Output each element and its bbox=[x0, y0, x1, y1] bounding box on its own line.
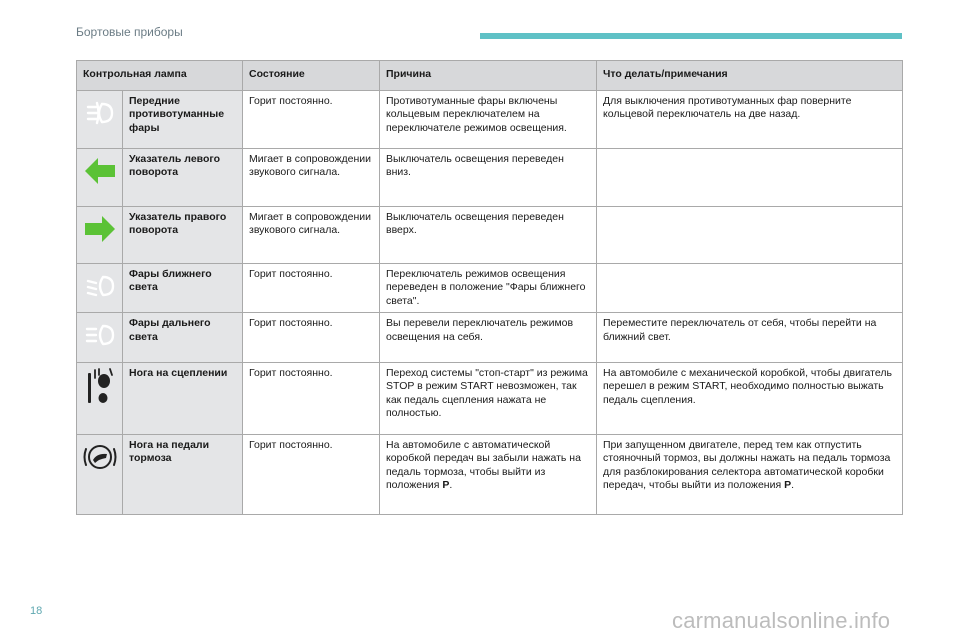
lamp-name: Фары дальнего света bbox=[123, 313, 243, 362]
lamp-state: Горит постоянно. bbox=[243, 434, 380, 514]
section-title: Бортовые приборы bbox=[76, 25, 183, 39]
cause-text: На автомобиле с автоматической коробкой передач вы забыли нажать на педаль тормоза, чтобы выйти из положения bbox=[386, 438, 581, 492]
foot-on-brake-icon bbox=[82, 439, 118, 475]
lamp-state: Мигает в сопровождении звукового сигнала. bbox=[243, 149, 380, 207]
foot-on-clutch-icon bbox=[82, 367, 118, 407]
lamp-icon-cell bbox=[77, 149, 123, 207]
lamp-icon-cell bbox=[77, 91, 123, 149]
column-header-lamp: Контрольная лампа bbox=[77, 61, 243, 91]
lamp-cause: Переключатель режимов освещения переведен в положение "Фары ближнего света". bbox=[380, 264, 597, 313]
low-beam-icon bbox=[82, 268, 118, 304]
table-row bbox=[77, 264, 903, 313]
table-row bbox=[77, 362, 903, 434]
page-number: 18 bbox=[30, 605, 43, 617]
warning-lamps-table bbox=[76, 60, 903, 515]
lamp-icon-cell bbox=[77, 362, 123, 434]
rear-fog-lamp-icon bbox=[82, 95, 118, 131]
cause-text-end: . bbox=[449, 479, 453, 492]
table-row bbox=[77, 313, 903, 362]
lamp-cause: Выключатель освещения переведен вверх. bbox=[380, 207, 597, 264]
table-row bbox=[77, 207, 903, 264]
table-row bbox=[77, 434, 903, 514]
left-turn-arrow-icon bbox=[82, 153, 118, 189]
lamp-name: Нога на сцеплении bbox=[123, 362, 243, 434]
lamp-name: Фары ближнего света bbox=[123, 264, 243, 313]
right-turn-arrow-icon bbox=[82, 211, 118, 247]
header-accent-bar bbox=[480, 33, 902, 39]
gear-position-p: P bbox=[442, 479, 450, 492]
lamp-name: Указатель левого поворота bbox=[123, 149, 243, 207]
lamp-action bbox=[597, 434, 903, 514]
lamp-cause: Вы перевели переключатель режимов освещения на себя. bbox=[380, 313, 597, 362]
lamp-state: Мигает в сопровождении звукового сигнала. bbox=[243, 207, 380, 264]
table-row bbox=[77, 91, 903, 149]
table-row bbox=[77, 149, 903, 207]
lamp-action: Для выключения противотуманных фар поверните кольцевой переключатель на две назад. bbox=[597, 91, 903, 149]
lamp-state: Горит постоянно. bbox=[243, 264, 380, 313]
table-header-row bbox=[77, 61, 903, 91]
column-header-state: Состояние bbox=[243, 61, 380, 91]
lamp-cause: Выключатель освещения переведен вниз. bbox=[380, 149, 597, 207]
lamp-action: Переместите переключатель от себя, чтобы перейти на ближний свет. bbox=[597, 313, 903, 362]
lamp-action bbox=[597, 264, 903, 313]
lamp-action bbox=[597, 207, 903, 264]
lamp-state: Горит постоянно. bbox=[243, 313, 380, 362]
lamp-icon-cell bbox=[77, 264, 123, 313]
high-beam-icon bbox=[82, 317, 118, 353]
lamp-state: Горит постоянно. bbox=[243, 91, 380, 149]
lamp-cause bbox=[380, 434, 597, 514]
lamp-icon-cell bbox=[77, 434, 123, 514]
column-header-cause: Причина bbox=[380, 61, 597, 91]
lamp-action: На автомобиле с механической коробкой, чтобы двигатель перешел в режим START, необходимо полностью выжать педаль сцепления. bbox=[597, 362, 903, 434]
lamp-action bbox=[597, 149, 903, 207]
lamp-name: Указатель правого поворота bbox=[123, 207, 243, 264]
lamp-name: Передние противотуманные фары bbox=[123, 91, 243, 149]
lamp-state: Горит постоянно. bbox=[243, 362, 380, 434]
gear-position-p: P bbox=[784, 479, 792, 492]
column-header-action: Что делать/примечания bbox=[597, 61, 903, 91]
lamp-icon-cell bbox=[77, 313, 123, 362]
action-text-end: . bbox=[791, 479, 795, 492]
watermark: carmanualsonline.info bbox=[672, 608, 891, 633]
lamp-icon-cell bbox=[77, 207, 123, 264]
lamp-cause: Переход системы "стоп-старт" из режима STOP в режим START невозможен, так как педаль сцепления нажата не полностью. bbox=[380, 362, 597, 434]
lamp-name: Нога на педали тормоза bbox=[123, 434, 243, 514]
lamp-cause: Противотуманные фары включены кольцевым переключателем на переключателе режимов освещения. bbox=[380, 91, 597, 149]
action-text: При запущенном двигателе, перед тем как отпустить стояночный тормоз, вы должны нажать на педаль тормоза для разблокирования селектора автоматической коробки передач, чтобы выйти из положения bbox=[603, 438, 891, 492]
